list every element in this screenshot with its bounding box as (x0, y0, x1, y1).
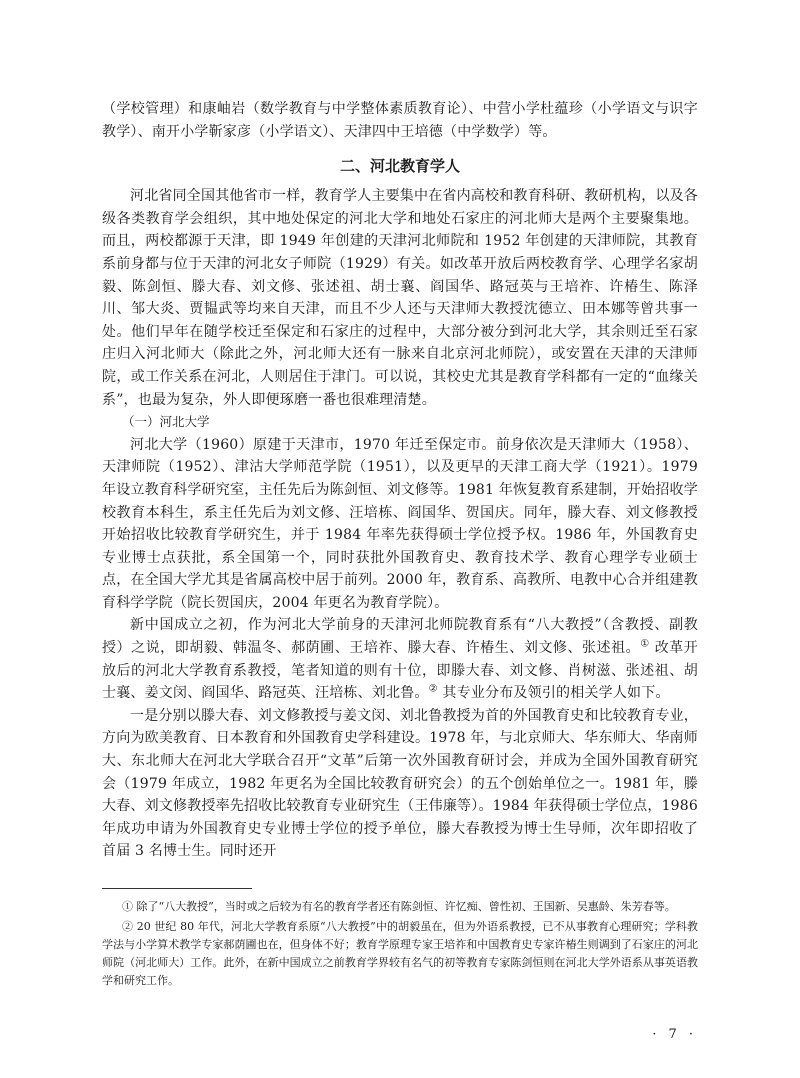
paragraph-3-text-b: 改革开放后的河北大学教育系教授，笔者知道的则有十位，即滕大春、刘文修、肖树滋、张述祖、胡士襄、姜文闵、阎国华、路冠英、汪培栋、刘北鲁。 (102, 640, 698, 702)
page-body (102, 98, 698, 863)
paragraph-4: 一是分别以滕大春、刘文修教授与姜文闵、刘北鲁教授为首的外国教育史和比较教育专业，方向为欧美教育、日本教育和外国教育史学科建设。1978 年，与北京师大、华东师大、华南师大、东北师大在河北大学联合召开“文革”后第一次外国教育研讨会，并成为全国外国教育研究会（1979 年成立，1982 年更名为全国比较教育研究会）的五个创始单位之一。1981 年，滕大春、刘文修教授率先招收比较教育专业研究生（王伟廉等）。1984 年获得硕士学位点，1986 年成功申请为外国教育史专业博士学位的授予单位，滕大春教授为博士生导师，次年即招收了首届 3 名博士生。同时还开 (102, 707, 698, 860)
footnote-marker-1[interactable]: ① (640, 638, 650, 650)
subheading-hebei-university: （一）河北大学 (122, 414, 210, 430)
paragraph-1: 河北省同全国其他省市一样，教育学人主要集中在省内高校和教育科研、教研机构，以及各级各类教育学会组织，其中地处保定的河北大学和地处石家庄的河北师大是两个主要聚集地。而且，两校都源于天津，即 1949 年创建的天津河北师院和 1952 年创建的天津师院，其教育系前身都与位于天津的河北女子师院（1929）有关。如改革开放后两校教育学、心理学名家胡毅、陈剑恒、滕大春、刘文修、张述祖、胡士襄、阎国华、路冠英与王培祚、许椿生、陈泽川、邹大炎、贾韫武等均来自天津，而且不少人还与天津师大教授沈德立、田本娜等曾共事一处。他们早年在随学校迁至保定和石家庄的过程中，大部分被分到河北大学，其余则迁至石家庄归入河北师大（除此之外，河北师大还有一脉来自北京河北师院），或安置在天津的天津师院，或工作关系在河北，人则居住于津门。可以说，其校史尤其是教育学科都有一定的“血缘关系”，也最为复杂，外人即便琢磨一番也很难理清楚。 (102, 188, 698, 408)
footnote-divider (102, 888, 252, 889)
paragraph-2: 河北大学（1960）原建于天津市，1970 年迁至保定市。前身依次是天津师大（1958）、天津师院（1952）、津沽大学师范学院（1951），以及更早的天津工商大学（1921）。1979 年设立教育科学研究室，主任先后为陈剑恒、刘文修等。1981 年恢复教育系建制，开始招收学校教育本科生，系主任先后为刘文修、汪培栋、阎国华、贺国庆。同年，滕大春、刘文修教授开始招收比较教育学研究生，并于 1984 年率先获得硕士学位授予权。1986 年，外国教育史专业博士点获批，系全国第一个，同时获批外国教育史、教育技术学、教育心理学专业硕士点，在全国大学尤其是省属高校中居于前列。2000 年，教育系、高教所、电教中心合并组建教育科学学院（院长贺国庆，2004 年更名为教育学院）。 (102, 436, 698, 611)
footnote-1: ① 除了“八大教授”，当时或之后较为有名的教育学者还有陈剑恒、许忆痴、曾性初、王国新、吴惠龄、朱芳春等。 (122, 900, 676, 913)
footnotes (102, 898, 698, 992)
intro-paragraph: （学校管理）和康岫岩（数学教育与中学整体素质教育论）、中营小学杜蕴珍（小学语文与识字教学）、南开小学靳家彦（小学语文）、天津四中王培德（中学数学）等。 (102, 101, 698, 140)
paragraph-3 (102, 614, 698, 704)
paragraph-3-text-a: 新中国成立之初，作为河北大学前身的天津河北师院教育系有“八大教授”（含教授、副教授）之说，即胡毅、韩温冬、郝荫圃、王培祚、滕大春、许椿生、刘文修、张述祖。 (102, 617, 698, 657)
page-number: · 7 · (652, 1027, 697, 1042)
footnote-2: ② 20 世纪 80 年代，河北大学教育系原“八大教授”中的胡毅虽在，但为外语系教授，已不从事教育心理研究；学科教学法与小学算术教学专家郝荫圃也在，但身体不好；教育学原理专家王培祚和中国教育史专家许椿生则调到了石家庄的河北师院（河北师大）工作。此外，在新中国成立之前教育学界较有名气的初等教育专家陈剑恒则在河北大学外语系从事英语教学和研究工作。 (102, 920, 698, 987)
paragraph-3-text-c: 其专业分布及领引的相关学人如下。 (437, 685, 670, 702)
section-title: 二、河北教育学人 (339, 157, 460, 176)
footnote-marker-2[interactable]: ② (428, 683, 438, 695)
